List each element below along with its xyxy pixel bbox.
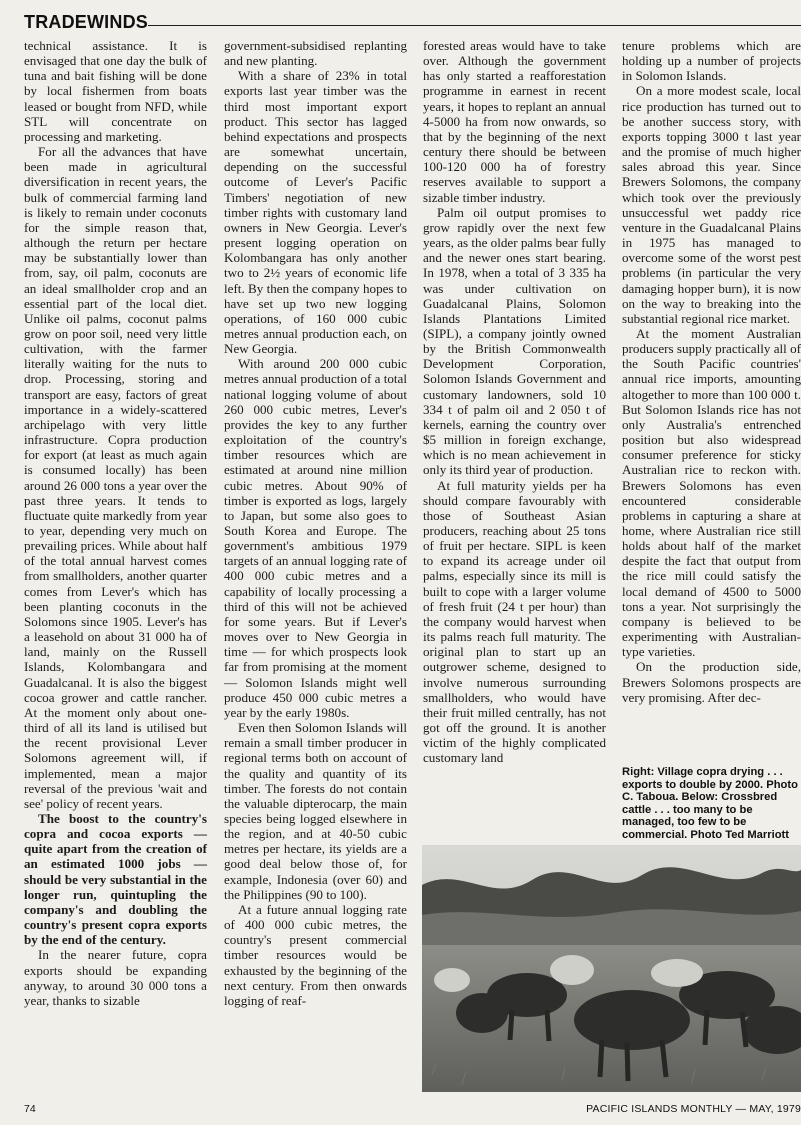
paragraph: On the production side, Brewers Solomons prospects are very promising. After dec- <box>622 659 801 705</box>
article-column-2 <box>224 38 407 1008</box>
article-column-1 <box>24 38 207 1008</box>
paragraph: technical assistance. It is envisaged that one day the bulk of tuna and bait fishing will be done by local fishermen from boats leased or bought from NFD, while STL will concentrate on processing and marketing. <box>24 38 207 144</box>
publication-line: PACIFIC ISLANDS MONTHLY — MAY, 1979 <box>586 1103 801 1115</box>
header-rule <box>148 25 801 26</box>
photo-caption: Right: Village copra drying . . . exports to double by 2000. Photo C. Taboua. Below: Crossbred cattle . . . too many to be managed, too few to be commercial. Photo Ted Marriott <box>622 766 798 841</box>
paragraph: Palm oil output promises to grow rapidly over the next few years, as the older palms bear fully and the newer ones start bearing. In 1978, when a total of 3 335 ha was under cultivation on Guadalcanal Plains, Solomon Islands Plantations Limited (SIPL), a company jointly owned by the British Commonwealth Development Corporation, Solomon Islands Government and customary landowners, sold 10 334 t of palm oil and 2 050 t of kernels, earning the country over $5 million in foreign exchange, which is no mean achievement in only its third year of production. <box>423 204 606 478</box>
page-footer <box>24 1103 801 1117</box>
paragraph: At the moment Australian producers supply practically all of the South Pacific countries' annual rice imports, amounting altogether to more than 100 000 t. But Solomon Islands rice has not only Australia's entrenched position but also widespread consumer preference for sticky Australian rice to reckon with. Brewers Solomons has even encountered considerable problems in capturing a share at home, where Australian rice still holds about half of the market despite the fact that output from the rice mill could satisfy the local demand of 4500 to 5000 tons a year. Not surprisingly the company is believed to be experimenting with Australian-type varieties. <box>622 325 801 660</box>
paragraph: government-subsidised replanting and new planting. <box>224 38 407 69</box>
article-column-3 <box>423 38 606 766</box>
paragraph: Even then Solomon Islands will remain a small timber producer in regional terms both on account of the quality and quantity of its timber. The forests do not contain the valuable dipterocarp, the main species being logged elsewhere in the region, and at 40-50 cubic metres per hectare, its yields are a good deal below those of, for example, Indonesia (over 60) and the Philippines (90 to 100). <box>224 720 407 902</box>
paragraph: tenure problems which are holding up a number of projects in Solomon Islands. <box>622 38 801 84</box>
cattle-photo-illustration <box>422 845 801 1092</box>
section-title: TRADEWINDS <box>24 12 148 32</box>
paragraph: With around 200 000 cubic metres annual production of a total national logging volume of about 260 000 cubic metres, Lever's provides the key to any further exploitation of the country's timber resources which are estimated at around nine million cubic metres. About 90% of timber is exported as logs, largely to Japan, but some also goes to South Korea and Europe. The government's ambitious 1979 targets of an annual logging rate of 400 000 cubic metres and a capability of locally processing a third of this will not be achieved for some years. But if Lever's moves over to New Georgia in time — for which prospects look far from promising at the moment — Solomon Islands might well produce 450 000 cubic metres a year by the early 1980s. <box>224 356 408 720</box>
paragraph: At a future annual logging rate of 400 000 cubic metres, the country's present commercial timber resources would be exhausted by the beginning of the next century. From then onwards logging of reaf- <box>224 901 407 1008</box>
paragraph: At full maturity yields per ha should compare favourably with those of Southeast Asian producers, reaching about 25 tons of fruit per hectare. SIPL is keen to expand its acreage under oil palms, especially since its mill is built to cope with a larger volume of fresh fruit (24 t per hour) than the company would harvest when its palms reach full maturity. The original plan to start up an outgrower scheme, designed to involve numerous surrounding smallholders, who would have their fruit milled centrally, has not got off the ground. It is another victim of the highly complicated customary land <box>423 477 606 766</box>
paragraph: The boost to the country's copra and cocoa exports — quite apart from the creation of an estimated 1000 jobs — should be very substantial in the longer run, quintupling the company's and doubling the country's present copra exports by the end of the century. <box>24 810 207 948</box>
article-column-4 <box>622 38 801 705</box>
page-number: 74 <box>24 1103 36 1115</box>
paragraph: forested areas would have to take over. Although the government has only started a reafforestation programme in earnest in recent years, it hopes to replant an annual 4-5000 ha from now onwards, so that by the beginning of the next century there should be between 100-120 000 ha of forestry reserves available to support a sizable timber industry. <box>423 38 606 205</box>
paragraph: In the nearer future, copra exports should be expanding anyway, to around 30 000 tons a year, thanks to sizable <box>24 947 207 1008</box>
cattle-photo <box>422 845 801 1092</box>
page-header <box>24 12 801 36</box>
paragraph: With a share of 23% in total exports last year timber was the third most important export product. This sector has lagged behind expectations and prospects are somewhat uncertain, depending on the successful outcome of Lever's Pacific Timbers' negotiation of new timber rights with customary land owners in New Georgia. Lever's present logging operation on Kolombangara has only another two to 2½ years of economic life left. By then the company hopes to have set up two new logging operations, of 160 000 cubic metres annual production each, on New Georgia. <box>224 68 407 357</box>
paragraph: For all the advances that have been made in agricultural diversification in recent years, the bulk of commercial farming land is likely to remain under coconuts for the simple reason that, although the return per hectare may be substantially lower than from, say, oil palm, coconuts are an ideal smallholder crop and an essential part of the local diet. Unlike oil palms, coconut palms grow on poor soil, need very little cultivation, with the farmer literally waiting for the nuts to drop. Processing, storing and transport are easy, factors of great importance in a widely-scattered archipelago with very little infrastructure. Copra production for export (at least as much again is consumed locally) has been around 26 000 tons a year over the past three years. It tends to fluctuate quite markedly from year to year, depending very much on prevailing prices. While about half of the total annual harvest comes from smallholders, another quarter comes from Lever's which has been planting coconuts in the Solomons since 1905. Lever's has a leasehold on about 31 000 ha of land, mainly on the Russell Islands, Kolombangara and Guadalcanal. It is also the biggest cocoa grower and cattle rancher. At the moment only about one-third of all its land is utilised but the recent provisional Lever Solomons agreement will, if implemented, mean a major reversal of the previous 'wait and see' policy of recent years. <box>24 144 207 811</box>
paragraph: On a more modest scale, local rice production has turned out to be another success story, with exports topping 3000 t last year and the promise of much higher sales abroad this year. Since Brewers Solomons, the company which took over the previously unsuccessful wet paddy rice venture in the Guadalcanal Plains in 1975 has managed to overcome some of the worst pest problems (in particular the very damaging hopper burn), it is now on the way to breaking into the substantial regional rice market. <box>622 83 801 326</box>
